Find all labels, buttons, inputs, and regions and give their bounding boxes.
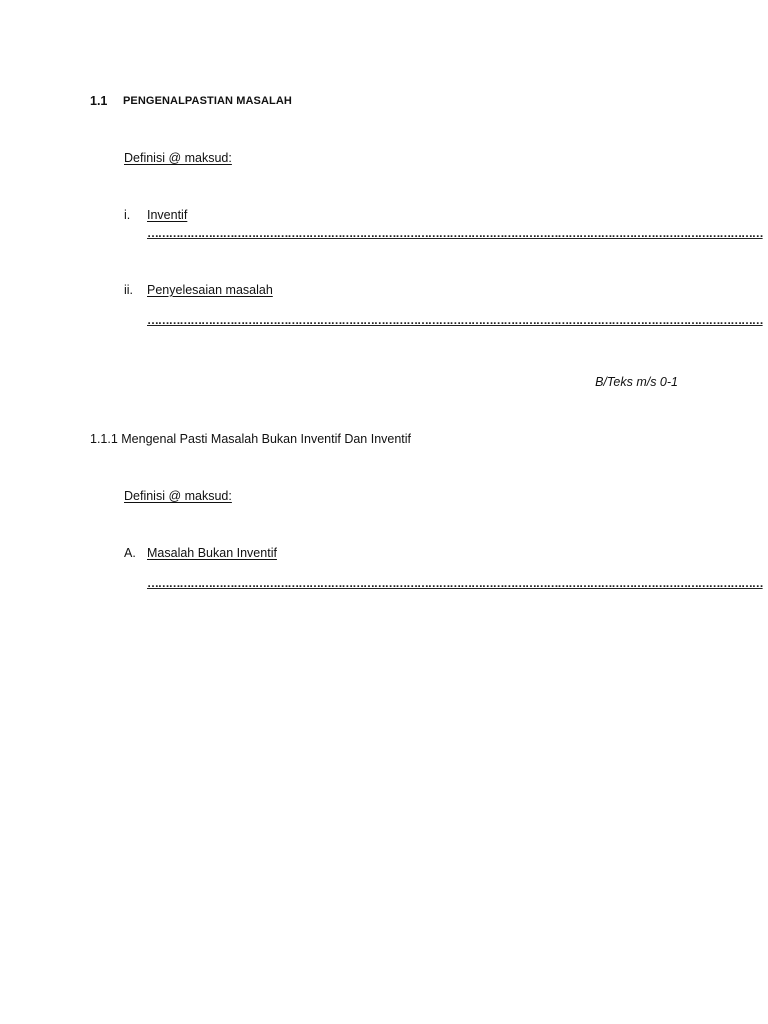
definition-label: Definisi @ maksud: xyxy=(124,151,232,165)
item-label-masalah-bukan-inventif: Masalah Bukan Inventif xyxy=(147,546,277,560)
subsection-title: 1.1.1 Mengenal Pasti Masalah Bukan Inventif Dan Inventif xyxy=(90,432,412,446)
textbook-reference: B/Teks m/s 0-1 xyxy=(595,375,678,389)
fill-in-line-masalah-bukan-inventif: ……………………………………………………………………………………………………………………………………………………… xyxy=(147,576,763,590)
subsection-definition-label: Definisi @ maksud: xyxy=(124,489,232,503)
section-number: 1.1 xyxy=(90,94,108,108)
item-marker-a: A. xyxy=(124,546,136,560)
item-label-inventif: Inventif xyxy=(147,208,188,222)
section-title: PENGENALPASTIAN MASALAH xyxy=(123,95,292,107)
fill-in-line-penyelesaian-masalah: ……………………………………………………………………………………………………………………………………………………… xyxy=(147,313,763,327)
item-marker-i: i. xyxy=(124,208,131,222)
item-label-penyelesaian-masalah: Penyelesaian masalah xyxy=(147,283,273,297)
fill-in-line-inventif: ……………………………………………………………………………………………………………………………………………………… xyxy=(147,226,763,240)
item-marker-ii: ii. xyxy=(124,283,134,297)
